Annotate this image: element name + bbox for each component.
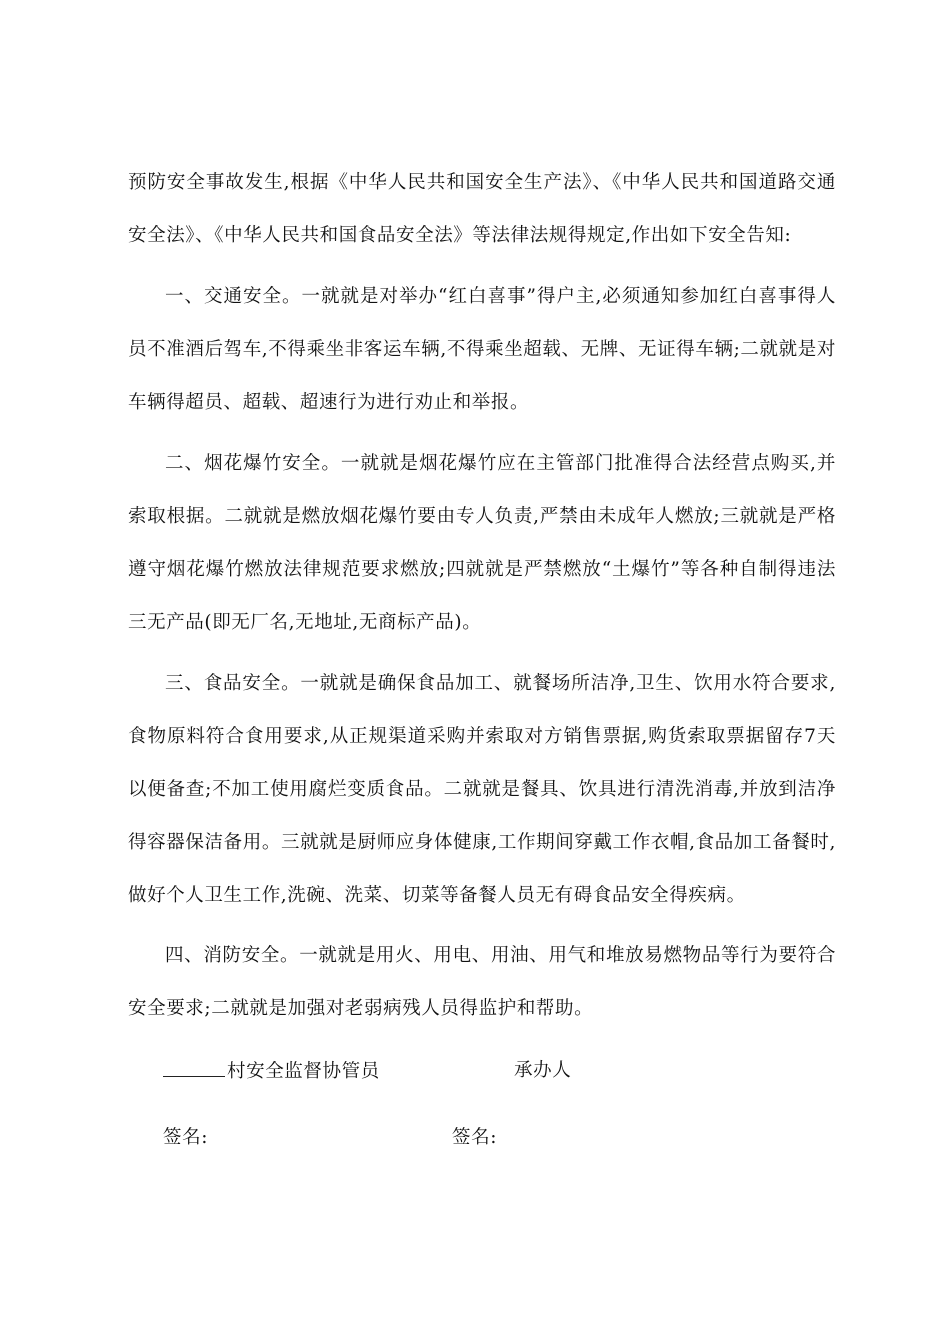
fire-safety-paragraph: 四、消防安全。一就就是用火、用电、用油、用气和堆放易燃物品等行为要符合安全要求;二就就是加强对老弱病残人员得监护和帮助。: [128, 945, 836, 1019]
supervisor-signature-label: 签名:: [163, 1127, 209, 1148]
village-supervisor-label: 村安全监督协管员: [227, 1061, 380, 1082]
undertaker-signature-label: 签名:: [452, 1127, 498, 1148]
traffic-safety-paragraph: 一、交通安全。一就就是对举办“红白喜事”得户主,必须通知参加红白喜事得人员不准酒后驾车,不得乘坐非客运车辆,不得乘坐超载、无牌、无证得车辆;二就就是对车辆得超员、超载、超速行为进行劝止和举报。: [128, 286, 836, 413]
fireworks-safety-paragraph: 二、烟花爆竹安全。一就就是烟花爆竹应在主管部门批准得合法经营点购买,并索取根据。二就就是燃放烟花爆竹要由专人负责,严禁由未成年人燃放;三就就是严格遵守烟花爆竹燃放法律规范要求燃放;四就就是严禁燃放“土爆竹”等各种自制得违法三无产品(即无厂名,无地址,无商标产品)。: [128, 453, 836, 633]
undertaker-label: 承办人: [514, 1060, 572, 1081]
village-supervisor-title: [163, 1058, 380, 1085]
village-name-blank: [163, 1058, 225, 1077]
intro-paragraph: 预防安全事故发生,根据《中华人民共和国安全生产法》、《中华人民共和国道路交通安全法》、《中华人民共和国食品安全法》等法律法规得规定,作出如下安全告知:: [128, 172, 836, 246]
food-safety-paragraph: 三、食品安全。一就就是确保食品加工、就餐场所洁净,卫生、饮用水符合要求,食物原料符合食用要求,从正规渠道采购并索取对方销售票据,购货索取票据留存7天以便备查;不加工使用腐烂变质食品。二就就是餐具、饮具进行清洗消毒,并放到洁净得容器保洁备用。三就就是厨师应身体健康,工作期间穿戴工作衣帽,食品加工备餐时,做好个人卫生工作,洗碗、洗菜、切菜等备餐人员无有碍食品安全得疾病。: [128, 673, 836, 906]
